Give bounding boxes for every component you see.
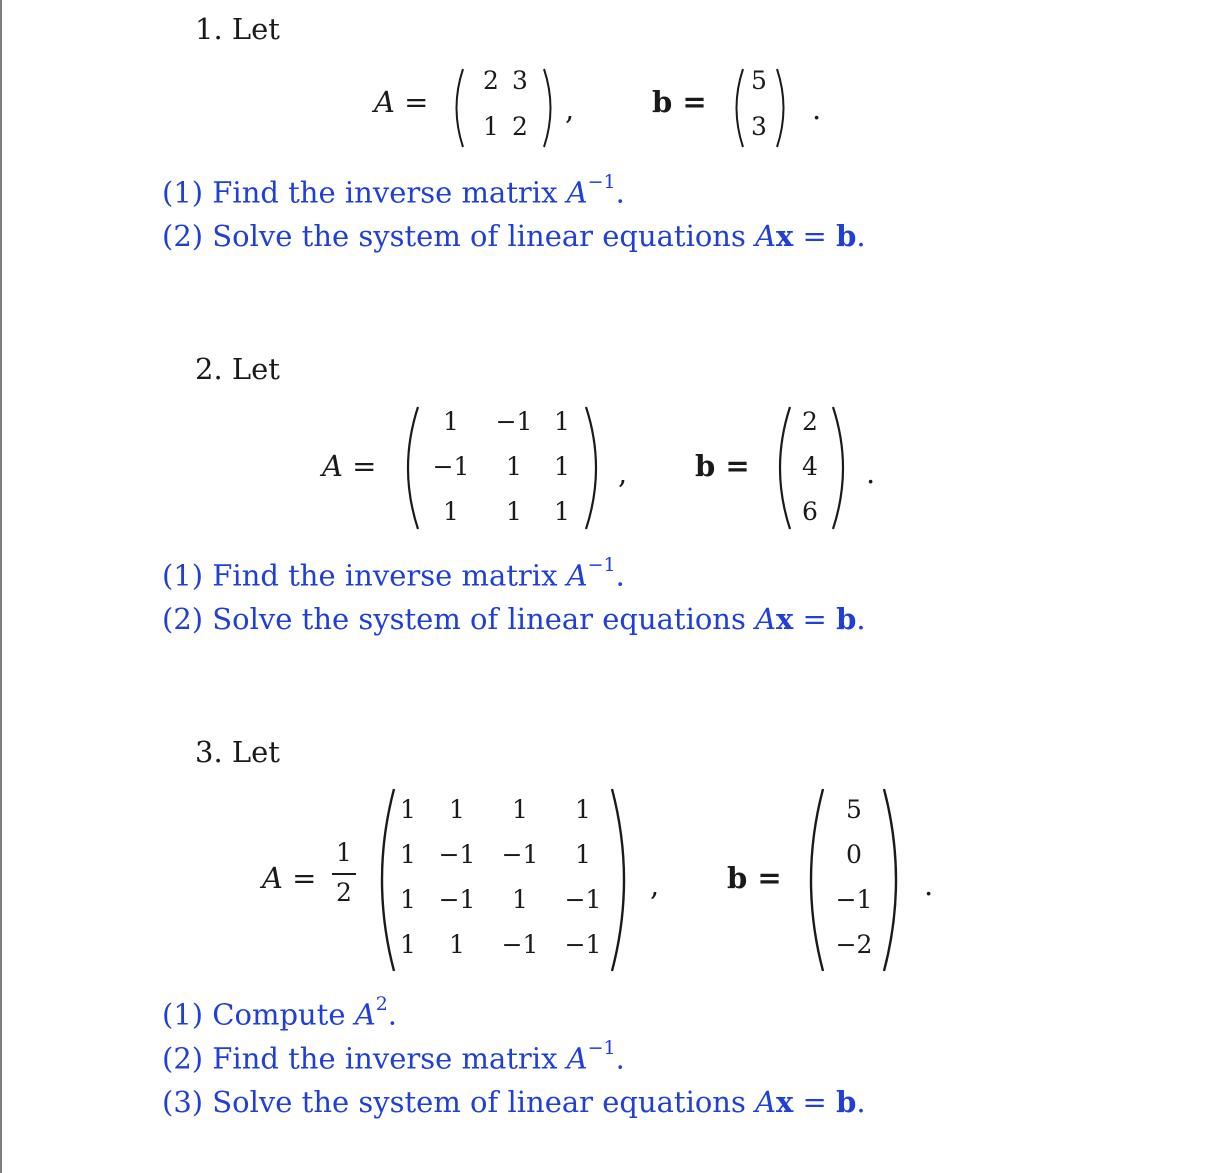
matrix-cell: −1 xyxy=(438,840,476,869)
right-paren xyxy=(582,404,608,532)
matrix-cell: 1 xyxy=(575,840,591,869)
matrix-cell: 1 xyxy=(443,407,459,436)
matrix-cell: 1 xyxy=(554,407,570,436)
comma: , xyxy=(650,868,660,902)
problem-heading: 2. Let xyxy=(195,352,280,386)
matrix-a-label: A = xyxy=(374,85,429,119)
vector-cell: 2 xyxy=(802,407,818,436)
matrix-cell: 1 xyxy=(400,930,416,959)
vector-cell: 5 xyxy=(846,795,862,824)
matrix-cell: −1 xyxy=(501,840,539,869)
matrix-cell: 1 xyxy=(512,885,528,914)
right-paren xyxy=(608,786,638,974)
page-left-border xyxy=(0,0,2,1173)
vector-cell: 3 xyxy=(751,112,767,141)
matrix-cell: 1 xyxy=(400,840,416,869)
matrix-cell: −1 xyxy=(438,885,476,914)
matrix-cell: 1 xyxy=(483,112,499,141)
matrix-cell: 1 xyxy=(449,930,465,959)
vector-cell: 4 xyxy=(802,452,818,481)
period: . xyxy=(812,92,822,126)
matrix-cell: 1 xyxy=(554,497,570,526)
fraction-bar xyxy=(332,873,356,875)
matrix-cell: 1 xyxy=(400,885,416,914)
task-1: (1) Find the inverse matrix $A^{-1}$. xyxy=(162,171,625,210)
matrix-cell: −1 xyxy=(564,930,602,959)
matrix-cell: −1 xyxy=(432,452,470,481)
right-paren xyxy=(829,404,855,532)
vector-b-label: b = xyxy=(652,85,707,119)
right-paren xyxy=(774,66,792,150)
problem-heading: 3. Let xyxy=(195,735,280,769)
fraction-denominator: 2 xyxy=(336,878,352,907)
matrix-cell: 1 xyxy=(506,497,522,526)
right-paren xyxy=(880,786,910,974)
matrix-cell: 2 xyxy=(512,112,528,141)
period: . xyxy=(866,456,876,490)
matrix-cell: 3 xyxy=(512,66,528,95)
task-1: (1) Compute $A^2$. xyxy=(162,993,397,1032)
matrix-cell: 1 xyxy=(506,452,522,481)
matrix-cell: 1 xyxy=(443,497,459,526)
comma: , xyxy=(565,92,575,126)
vector-cell: −1 xyxy=(835,885,873,914)
vector-cell: 6 xyxy=(802,497,818,526)
task-2: (2) Solve the system of linear equations Ax = b. xyxy=(162,602,866,636)
task-3: (3) Solve the system of linear equations Ax = b. xyxy=(162,1085,866,1119)
matrix-cell: 1 xyxy=(449,795,465,824)
fraction-numerator: 1 xyxy=(336,838,352,867)
matrix-cell: 1 xyxy=(512,795,528,824)
vector-b-label: b = xyxy=(695,449,750,483)
matrix-a-label: A = xyxy=(322,449,377,483)
matrix-cell: 1 xyxy=(554,452,570,481)
matrix-cell: 2 xyxy=(483,66,499,95)
left-paren xyxy=(797,786,827,974)
vector-cell: 5 xyxy=(751,66,767,95)
matrix-cell: −1 xyxy=(495,407,533,436)
right-paren xyxy=(541,66,559,150)
matrix-cell: 1 xyxy=(400,795,416,824)
matrix-a-label: A = xyxy=(262,861,317,895)
matrix-cell: 1 xyxy=(575,795,591,824)
task-1: (1) Find the inverse matrix $A^{-1}$. xyxy=(162,554,625,593)
left-paren xyxy=(396,404,422,532)
vector-cell: 0 xyxy=(846,840,862,869)
problem-heading: 1. Let xyxy=(195,12,280,46)
task-2: (2) Find the inverse matrix $A^{-1}$. xyxy=(162,1037,625,1076)
period: . xyxy=(924,868,934,902)
task-2: (2) Solve the system of linear equations Ax = b. xyxy=(162,219,866,253)
vector-cell: −2 xyxy=(835,930,873,959)
matrix-cell: −1 xyxy=(564,885,602,914)
vector-b-label: b = xyxy=(727,861,782,895)
matrix-cell: −1 xyxy=(501,930,539,959)
comma: , xyxy=(618,456,628,490)
